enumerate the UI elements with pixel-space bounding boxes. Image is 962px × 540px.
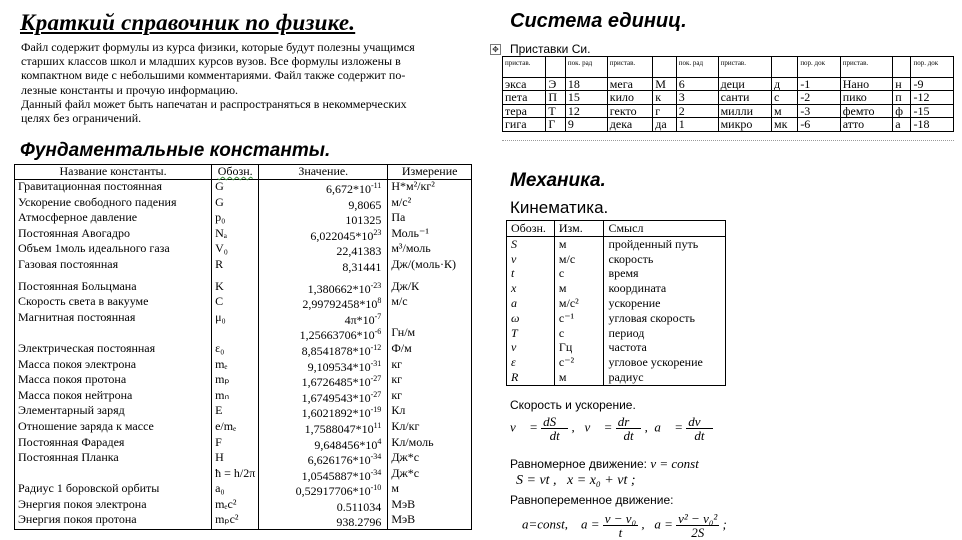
prefix-cell: санти (718, 91, 771, 104)
constants-row (15, 373, 472, 389)
kinematics-row (507, 311, 726, 326)
prefix-header-cell (653, 57, 676, 78)
kinematics-unit: м (554, 370, 604, 385)
prefix-header-cell (772, 57, 798, 78)
constant-value (259, 467, 388, 483)
constant-name: Атмосферное давление (15, 211, 212, 227)
prefix-cell: м (772, 104, 798, 117)
constant-exponent: -31 (370, 358, 382, 368)
uniform-equations: S = vt , x = x₀ + vt ; (516, 473, 636, 488)
kinematics-row (507, 340, 726, 355)
constant-mantissa: 9,109534*10 (307, 359, 371, 374)
constant-name: Постоянная Авогадро (15, 227, 212, 243)
prefix-cell: н (893, 78, 911, 91)
constant-symbol: mₚ (212, 373, 259, 389)
constant-symbol: C (212, 295, 259, 311)
constants-row (15, 280, 472, 296)
constant-symbol: F (212, 436, 259, 452)
constant-symbol: mₙ (212, 389, 259, 405)
velocity-vector: v⃗ = (510, 419, 538, 435)
prefix-header-cell: пристав. (718, 57, 771, 78)
prefix-cell: П (546, 91, 566, 104)
constant-unit (388, 311, 472, 327)
constants-row (15, 311, 472, 327)
constant-name: Постоянная Больцмана (15, 280, 212, 296)
prefix-header-cell: пок. рад (676, 57, 718, 78)
velocity-formulas: v⃗ = $\frac{dS⃗}{dt}$ , v⃗ = $\frac{dr⃗}{dt}$ , a⃗ = $\frac{dv⃗}{dt}$ (510, 414, 711, 443)
kinematics-header-row (507, 221, 726, 237)
constants-row (15, 404, 472, 420)
kinematics-unit: м/с² (554, 296, 604, 311)
prefix-cell: Нано (840, 78, 893, 91)
header-value: Значение. (259, 165, 388, 180)
constant-unit: Ф/м (388, 342, 472, 358)
prefix-cell: -1 (798, 78, 840, 91)
constant-mantissa: 9,648456*10 (314, 437, 378, 452)
prefix-cell: да (653, 118, 676, 131)
prefix-cell: дека (607, 118, 652, 131)
constants-heading: Фундаментальные константы. (20, 140, 331, 161)
prefix-cell: -3 (798, 104, 840, 117)
constants-row (15, 180, 472, 196)
constants-row (15, 196, 472, 212)
constant-name (15, 467, 212, 483)
constant-value (259, 258, 388, 274)
prefix-cell: гига (503, 118, 546, 131)
constant-mantissa: 1,6726485*10 (301, 375, 371, 390)
kinematics-unit: м/с (554, 252, 604, 267)
prefix-cell: гекто (607, 104, 652, 117)
constant-name: Масса покоя электрона (15, 358, 212, 374)
accel-formulas: a=const, a = $\frac{\text{v − v₀}}{t}$ , a = $\frac{\text{v² − v₀²}}{2S}$ ; (522, 511, 727, 540)
constant-symbol: ħ = h/2π (212, 467, 259, 483)
prefix-cell: мк (772, 118, 798, 131)
kinematics-symbol: R (507, 370, 555, 385)
constant-value (259, 420, 388, 436)
constant-value (259, 436, 388, 452)
constant-value (259, 211, 388, 227)
prefix-cell: 3 (676, 91, 718, 104)
constant-name: Энергия покоя электрона (15, 498, 212, 514)
constant-mantissa: 6,022045*10 (310, 228, 374, 243)
constant-value (259, 513, 388, 529)
kinematics-symbol: v (507, 252, 555, 267)
constant-unit: Кл (388, 404, 472, 420)
constants-header-row (15, 165, 472, 180)
kinematics-header-cell: Изм. (554, 221, 604, 237)
constant-value (259, 451, 388, 467)
constant-unit: м/с (388, 295, 472, 311)
constant-value (259, 196, 388, 212)
constant-unit: м/с² (388, 196, 472, 212)
constants-row (15, 227, 472, 243)
kinematics-meaning: радиус (604, 370, 726, 385)
constant-name: Постоянная Планка (15, 451, 212, 467)
prefix-header-cell (546, 57, 566, 78)
prefix-cell: Э (546, 78, 566, 91)
constant-symbol: G (212, 180, 259, 196)
constant-unit: кг (388, 373, 472, 389)
prefix-cell: -15 (911, 104, 954, 117)
reference-title: Краткий справочник по физике. (20, 10, 356, 35)
prefix-cell: деци (718, 78, 771, 91)
constant-unit: Дж*с (388, 451, 472, 467)
constants-row (15, 482, 472, 498)
kinematics-unit: м (554, 281, 604, 296)
prefix-cell: к (653, 91, 676, 104)
constant-name: Постоянная Фарадея (15, 436, 212, 452)
constant-value (259, 280, 388, 296)
intro-text (21, 40, 471, 125)
constant-exponent: 23 (373, 227, 382, 237)
intro-line: Данный файл может быть напечатан и распространяться в некоммерческих (21, 96, 407, 111)
kinematics-meaning: координата (604, 281, 726, 296)
constant-exponent: 8 (377, 296, 382, 306)
constant-value (259, 342, 388, 358)
prefix-header-cell: пор. док (798, 57, 840, 78)
units-title: Система единиц. (510, 10, 687, 32)
constant-name: Масса покоя нейтрона (15, 389, 212, 405)
constant-value (259, 498, 388, 514)
prefix-cell: п (893, 91, 911, 104)
constant-unit: Кл/моль (388, 436, 472, 452)
intro-line: целях без ограничений. (21, 111, 142, 126)
kinematics-meaning: скорость (604, 252, 726, 267)
prefix-cell: 15 (565, 91, 607, 104)
prefix-header-cell: пристав. (840, 57, 893, 78)
prefix-row (503, 104, 954, 117)
constant-unit: МэВ (388, 513, 472, 529)
accel-const: a=const, (522, 516, 568, 532)
kinematics-symbol: S (507, 236, 555, 251)
kinematics-row (507, 326, 726, 341)
prefix-cell: 2 (676, 104, 718, 117)
constant-name: Гравитационная постоянная (15, 180, 212, 196)
constant-symbol: μ₀ (212, 311, 259, 327)
prefix-cell: пета (503, 91, 546, 104)
prefix-cell: микро (718, 118, 771, 131)
constant-unit: кг (388, 389, 472, 405)
constant-mantissa: 6,626176*10 (307, 453, 371, 468)
prefix-cell: пико (840, 91, 893, 104)
prefix-cell: 1 (676, 118, 718, 131)
kinematics-row (507, 252, 726, 267)
constant-mantissa: 8,8541878*10 (301, 343, 371, 358)
prefix-header-cell (893, 57, 911, 78)
kinematics-meaning: ускорение (604, 296, 726, 311)
constants-table (14, 164, 472, 530)
prefix-cell: экса (503, 78, 546, 91)
kinematics-row (507, 281, 726, 296)
constant-symbol: p₀ (212, 211, 259, 227)
constant-name: Энергия покоя протона (15, 513, 212, 529)
constants-row (15, 451, 472, 467)
constant-symbol: K (212, 280, 259, 296)
header-unit: Измерение (388, 165, 472, 180)
constants-row (15, 389, 472, 405)
kinematics-unit: с (554, 266, 604, 281)
prefix-cell: ф (893, 104, 911, 117)
kinematics-unit: с (554, 326, 604, 341)
kinematics-row (507, 355, 726, 370)
constant-exponent: -34 (370, 467, 382, 477)
intro-line: лезные константы и прочую информацию. (21, 82, 239, 97)
constant-unit: м (388, 482, 472, 498)
constant-mantissa: 1,6749543*10 (301, 390, 371, 405)
dv-dt-fraction: $\frac{dv⃗}{dt}$ (688, 414, 711, 443)
table-end-marker (502, 140, 954, 141)
constant-unit: Дж/(моль·К) (388, 258, 472, 274)
constant-value (259, 295, 388, 311)
constant-value (259, 389, 388, 405)
kinematics-meaning: угловая скорость (604, 311, 726, 326)
kinematics-unit: с⁻¹ (554, 311, 604, 326)
kinematics-row (507, 296, 726, 311)
constant-name (15, 326, 212, 342)
constant-symbol: R (212, 258, 259, 274)
constant-exponent: -27 (370, 389, 382, 399)
constant-exponent: -19 (370, 405, 382, 415)
constant-mantissa: 101325 (345, 213, 382, 228)
kinematics-header-cell: Смысл (604, 221, 726, 237)
constant-symbol: H (212, 451, 259, 467)
constant-name: Масса покоя протона (15, 373, 212, 389)
prefix-cell: 6 (676, 78, 718, 91)
intro-line: Файл содержит формулы из курса физики, которые будут полезны учащимся (21, 40, 415, 54)
constant-unit: кг (388, 358, 472, 374)
constant-mantissa: 1,25663706*10 (299, 328, 375, 343)
constants-row (15, 326, 472, 342)
constant-exponent: 11 (373, 420, 382, 430)
uniform-motion-label: Равномерное движение: (510, 457, 647, 471)
kinematics-symbol: t (507, 266, 555, 281)
kinematics-unit: с⁻² (554, 355, 604, 370)
prefix-cell: 18 (565, 78, 607, 91)
header-symbol: Обозн. (212, 165, 259, 180)
prefixes-caption: Приставки Си. (510, 42, 591, 56)
kinematics-symbol: ε (507, 355, 555, 370)
constant-unit: Па (388, 211, 472, 227)
constant-name: Ускорение свободного падения (15, 196, 212, 212)
constant-exponent: -23 (370, 280, 382, 290)
constant-symbol: ε₀ (212, 342, 259, 358)
prefix-cell: -18 (911, 118, 954, 131)
prefixes-table (502, 56, 954, 132)
constant-name: Магнитная постоянная (15, 311, 212, 327)
kinematics-unit: м (554, 236, 604, 251)
kinematics-table (506, 220, 726, 386)
prefix-cell: фемто (840, 104, 893, 117)
constant-value (259, 373, 388, 389)
constant-symbol: G (212, 196, 259, 212)
constant-unit: м³/моль (388, 242, 472, 258)
constant-name: Отношение заряда к массе (15, 420, 212, 436)
constant-unit: Гн/м (388, 326, 472, 342)
constant-mantissa: 0.511034 (336, 499, 382, 514)
dr-dt-fraction: $\frac{dr⃗}{dt}$ (617, 414, 640, 443)
kinematics-symbol: ω (507, 311, 555, 326)
constants-row (15, 467, 472, 483)
prefix-cell: д (772, 78, 798, 91)
uniformly-accelerated-label: Равнопеременное движение: (510, 493, 674, 507)
constants-row (15, 295, 472, 311)
constant-unit: МэВ (388, 498, 472, 514)
kinematics-meaning: пройденный путь (604, 236, 726, 251)
constant-value (259, 242, 388, 258)
intro-line: компактном виде с небольшими комментариями. Файл также содержит по- (21, 68, 406, 83)
kinematics-row (507, 370, 726, 385)
intro-line: старших классов школ и младших курсов вузов. Все формулы изложены в (21, 54, 401, 69)
constants-row (15, 358, 472, 374)
constant-symbol: E (212, 404, 259, 420)
constant-unit: Кл/кг (388, 420, 472, 436)
constant-name: Электрическая постоянная (15, 342, 212, 358)
constant-name: Элементарный заряд (15, 404, 212, 420)
constants-row (15, 242, 472, 258)
constant-symbol: mₚc² (212, 513, 259, 529)
constant-exponent: -6 (374, 327, 382, 337)
constant-mantissa: 1,6021892*10 (301, 406, 371, 421)
constant-mantissa: 1,380662*10 (307, 281, 371, 296)
kinematics-meaning: период (604, 326, 726, 341)
constant-value (259, 482, 388, 498)
kinematics-symbol: x (507, 281, 555, 296)
prefix-header-cell: пок. рад (565, 57, 607, 78)
prefix-cell: атто (840, 118, 893, 131)
constant-mantissa: 9,8065 (348, 197, 382, 212)
constant-symbol: mₑc² (212, 498, 259, 514)
uniform-motion-line (510, 456, 699, 472)
prefix-cell: -12 (911, 91, 954, 104)
constant-mantissa: 1,0545887*10 (301, 468, 371, 483)
constant-value (259, 326, 388, 342)
prefix-cell: -9 (911, 78, 954, 91)
prefix-row (503, 91, 954, 104)
constant-mantissa: 6,672*10 (325, 182, 371, 196)
constant-mantissa: 0,52917706*10 (295, 484, 371, 499)
kinematics-symbol: T (507, 326, 555, 341)
prefix-cell: -2 (798, 91, 840, 104)
constant-symbol: e/mₑ (212, 420, 259, 436)
kinematics-meaning: время (604, 266, 726, 281)
prefix-cell: кило (607, 91, 652, 104)
constant-mantissa: 22,41383 (336, 244, 382, 259)
kinematics-symbol: a (507, 296, 555, 311)
table-move-handle-icon[interactable]: ✥ (490, 44, 501, 55)
constant-mantissa: 4π*10 (344, 312, 375, 327)
prefix-cell: 9 (565, 118, 607, 131)
constant-name: Газовая постоянная (15, 258, 212, 274)
constant-symbol: Nₐ (212, 227, 259, 243)
constants-row (15, 436, 472, 452)
accel-fraction-1: $\frac{\text{v − v₀}}{t}$ (604, 511, 637, 540)
constants-row (15, 513, 472, 529)
constants-row (15, 258, 472, 274)
kinematics-row (507, 236, 726, 251)
constant-name: Радиус 1 боровской орбиты (15, 482, 212, 498)
constant-unit: Моль⁻¹ (388, 227, 472, 243)
kinematics-meaning: частота (604, 340, 726, 355)
prefix-header-cell: пристав. (607, 57, 652, 78)
constant-exponent: -10 (370, 483, 382, 493)
prefix-header-cell: пристав. (503, 57, 546, 78)
constant-exponent: 4 (377, 436, 382, 446)
constant-exponent: -34 (370, 452, 382, 462)
prefixes-header-row (503, 57, 954, 78)
prefix-header-cell: пор. док (911, 57, 954, 78)
prefix-cell: с (772, 91, 798, 104)
constant-exponent: -11 (370, 181, 382, 190)
constants-row (15, 498, 472, 514)
constant-symbol (212, 326, 259, 342)
constants-row (15, 420, 472, 436)
constant-value (259, 311, 388, 327)
prefix-cell: тера (503, 104, 546, 117)
prefix-cell: Г (546, 118, 566, 131)
accel-fraction-2: $\frac{\text{v² − v₀²}}{2S}$ (678, 511, 718, 540)
constant-value (259, 227, 388, 243)
prefix-cell: Т (546, 104, 566, 117)
constant-name: Скорость света в вакууме (15, 295, 212, 311)
prefix-cell: -6 (798, 118, 840, 131)
speed-accel-label: Скорость и ускорение. (510, 398, 636, 412)
prefix-cell: М (653, 78, 676, 91)
constant-value (259, 358, 388, 374)
mechanics-title: Механика. (510, 170, 606, 191)
constant-name: Объем 1моль идеального газа (15, 242, 212, 258)
prefix-row (503, 78, 954, 91)
constant-unit: Дж/К (388, 280, 472, 296)
prefix-cell: г (653, 104, 676, 117)
prefix-cell: 12 (565, 104, 607, 117)
constants-row (15, 211, 472, 227)
kinematics-unit: Гц (554, 340, 604, 355)
kinematics-title: Кинематика. (510, 198, 609, 217)
kinematics-symbol: ν (507, 340, 555, 355)
ds-dt-fraction: $\frac{dS⃗}{dt}$ (543, 414, 567, 443)
constants-row (15, 342, 472, 358)
constant-value (259, 404, 388, 420)
constant-exponent: -27 (370, 374, 382, 384)
constant-unit: Н*м²/кг² (388, 180, 472, 196)
prefix-cell: милли (718, 104, 771, 117)
constant-exponent: -7 (374, 311, 382, 321)
header-name: Название константы. (15, 165, 212, 180)
kinematics-header-cell: Обозн. (507, 221, 555, 237)
uniform-motion-formula: v = const (650, 456, 699, 471)
prefix-row (503, 118, 954, 131)
prefix-cell: мега (607, 78, 652, 91)
constant-symbol: mₑ (212, 358, 259, 374)
kinematics-row (507, 266, 726, 281)
constant-mantissa: 1,7588047*10 (304, 421, 374, 436)
constant-symbol: V₀ (212, 242, 259, 258)
constant-mantissa: 2,99792458*10 (302, 297, 378, 312)
kinematics-meaning: угловое ускорение (604, 355, 726, 370)
prefix-cell: а (893, 118, 911, 131)
constant-mantissa: 938.2796 (336, 515, 382, 530)
constant-symbol: a₀ (212, 482, 259, 498)
constant-exponent: -12 (370, 342, 382, 352)
constant-unit: Дж*с (388, 467, 472, 483)
constant-value (259, 180, 388, 196)
constant-mantissa: 8,31441 (342, 259, 382, 274)
